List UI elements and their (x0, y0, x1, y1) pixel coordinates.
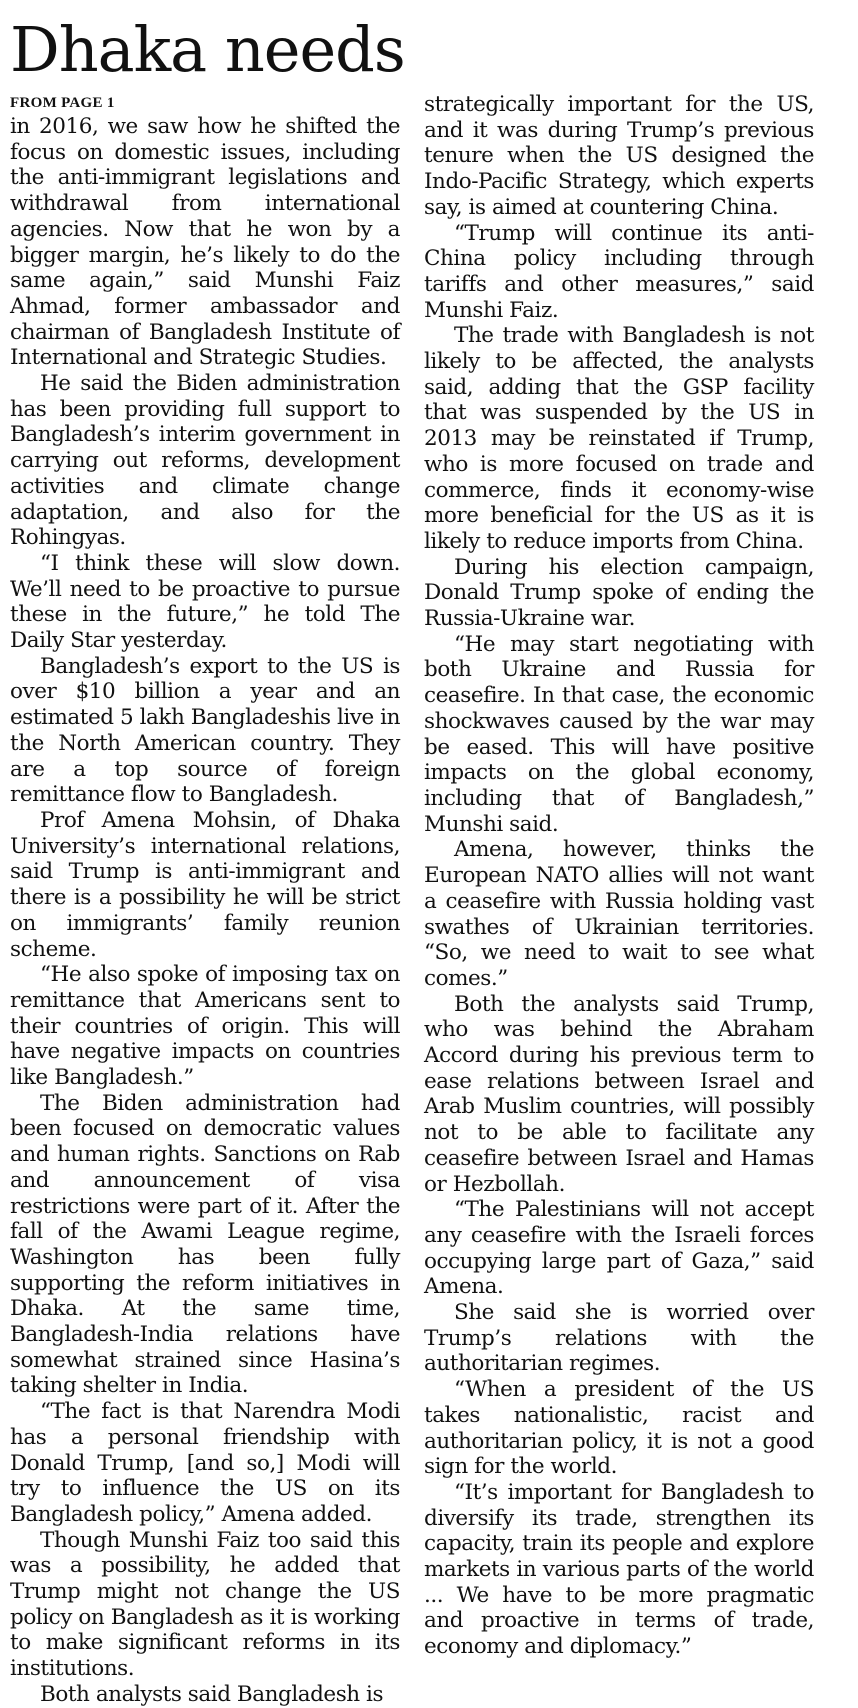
article-column-left (10, 92, 400, 1708)
paragraph: She said she is worried over Trump’s relations with the authoritarian regimes. (424, 1300, 814, 1377)
article-column-right (424, 92, 814, 1660)
paragraph: in 2016, we saw how he shifted the focus on domestic issues, including the anti-immigrant legislations and withdrawal from international agencies. Now that he won by a bigger margin, he’s likely to do the same again,” said Munshi Faiz Ahmad, former ambassador and chairman of Bangladesh Institute of International and Strategic Studies. (10, 114, 400, 371)
paragraph: “It’s important for Bangladesh to diversify its trade, strengthen its capacity, train its people and explore markets in various parts of the world ... We have to be more pragmatic and proactive in terms of trade, economy and diplomacy.” (424, 1479, 814, 1660)
continuation-kicker: FROM PAGE 1 (10, 95, 115, 111)
paragraph: “The fact is that Narendra Modi has a personal friendship with Donald Trump, [and so,] Modi will try to influence the US on its Bangladesh policy,” Amena added. (10, 1399, 400, 1527)
paragraph: Bangladesh’s export to the US is over $10 billion a year and an estimated 5 lakh Bangladeshis live in the North American country. They are a top source of foreign remittance flow to Bangladesh. (10, 653, 400, 808)
paragraph: Prof Amena Mohsin, of Dhaka University’s international relations, said Trump is anti-immigrant and there is a possibility he will be strict on immigrants’ family reunion scheme. (10, 807, 400, 962)
paragraph: Amena, however, thinks the European NATO allies will not want a ceasefire with Russia holding vast swathes of Ukrainian territories. “So, we need to wait to see what comes.” (424, 837, 814, 991)
paragraph: The trade with Bangladesh is not likely to be affected, the analysts said, adding that the GSP facility that was suspended by the US in 2013 may be reinstated if Trump, who is more focused on trade and commerce, finds it economy-wise more beneficial for the US as it is likely to reduce imports from China. (424, 323, 814, 554)
paragraph: “When a president of the US takes nationalistic, racist and authoritarian policy, it is not a good sign for the world. (424, 1377, 814, 1480)
paragraph: “Trump will continue its anti-China policy including through tariffs and other measures,” said Munshi Faiz. (424, 220, 814, 323)
paragraph: “The Palestinians will not accept any ceasefire with the Israeli forces occupying large part of Gaza,” said Amena. (424, 1197, 814, 1300)
paragraph: Though Munshi Faiz too said this was a possibility, he added that Trump might not change the US policy on Bangladesh as it is working to make significant reforms in its institutions. (10, 1527, 400, 1682)
paragraph: Both analysts said Bangladesh is (40, 1681, 384, 1707)
headline: Dhaka needs (10, 13, 405, 86)
paragraph: The Biden administration had been focused on democratic values and human rights. Sanctions on Rab and announcement of visa restrictions were part of it. After the fall of the Awami League regime, Washington has been fully supporting the reform initiatives in Dhaka. At the same time, Bangladesh-India relations have somewhat strained since Hasina’s taking shelter in India. (10, 1090, 400, 1399)
paragraph: During his election campaign, Donald Trump spoke of ending the Russia-Ukraine war. (424, 554, 814, 632)
paragraph: Both the analysts said Trump, who was behind the Abraham Accord during his previous term to ease relations between Israel and Arab Muslim countries, will possibly not to be able to facilitate any ceasefire between Israel and Hamas or Hezbollah. (424, 991, 814, 1197)
paragraph: “He also spoke of imposing tax on remittance that Americans sent to their countries of origin. This will have negative impacts on countries like Bangladesh.” (10, 962, 400, 1091)
paragraph: “He may start negotiating with both Ukraine and Russia for ceasefire. In that case, the economic shockwaves caused by the war may be eased. This will have positive impacts on the global economy, including that of Bangladesh,” Munshi said. (424, 631, 814, 837)
paragraph: He said the Biden administration has been providing full support to Bangladesh’s interim government in carrying out reforms, development activities and climate change adaptation, and also for the Rohingyas. (10, 371, 400, 551)
paragraph: “I think these will slow down. We’ll need to be proactive to pursue these in the future,” he told The Daily Star yesterday. (10, 550, 400, 654)
paragraph: strategically important for the US, and it was during Trump’s previous tenure when the US designed the Indo-Pacific Strategy, which experts say, is aimed at countering China. (424, 92, 814, 220)
